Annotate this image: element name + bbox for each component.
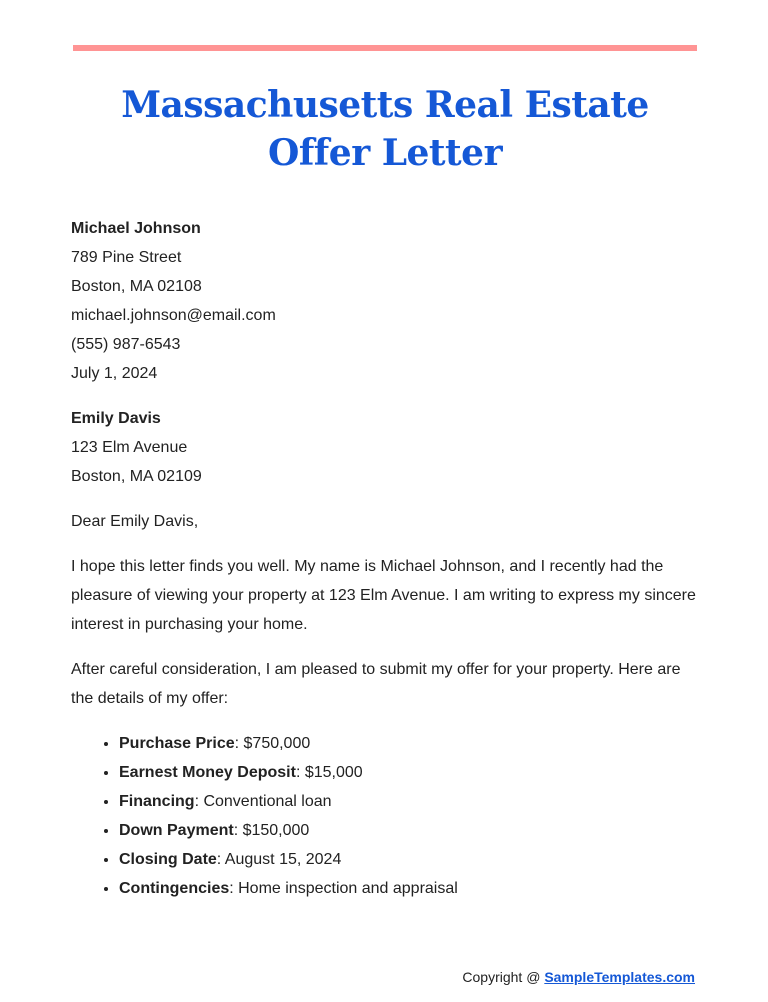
offer-item-value: : $150,000 xyxy=(233,822,310,839)
offer-item-label: Purchase Price xyxy=(119,735,235,752)
letter-body xyxy=(71,214,701,903)
list-item xyxy=(119,787,701,816)
list-item xyxy=(119,816,701,845)
offer-item-value: : Home inspection and appraisal xyxy=(229,880,458,897)
offer-item-label: Down Payment xyxy=(119,822,234,839)
recipient-name: Emily Davis xyxy=(71,410,161,427)
footer-copyright xyxy=(462,967,695,987)
recipient-block xyxy=(71,404,701,491)
sampletemplates-link[interactable]: SampleTemplates.com xyxy=(544,969,695,985)
list-item xyxy=(119,729,701,758)
offer-details-list xyxy=(71,729,701,903)
list-item xyxy=(119,758,701,787)
offer-item-label: Financing xyxy=(119,793,195,810)
offer-item-value: : Conventional loan xyxy=(194,793,332,810)
intro-paragraph: I hope this letter finds you well. My name is Michael Johnson, and I recently had the pleasure of viewing your property at 123 Elm Avenue. I am writing to express my sincere interest in purchasing your home. xyxy=(71,558,696,633)
offer-item-label: Earnest Money Deposit xyxy=(119,764,296,781)
sender-name: Michael Johnson xyxy=(71,220,201,237)
offer-paragraph: After careful consideration, I am pleased to submit my offer for your property. Here are the details of my offer: xyxy=(71,661,681,707)
salutation: Dear Emily Davis, xyxy=(71,513,199,530)
list-item xyxy=(119,845,701,874)
recipient-city: Boston, MA 02109 xyxy=(71,468,202,485)
offer-item-value: : $15,000 xyxy=(295,764,363,781)
list-item xyxy=(119,874,701,903)
sender-email: michael.johnson@email.com xyxy=(71,307,276,324)
sender-street: 789 Pine Street xyxy=(71,249,182,266)
sender-city: Boston, MA 02108 xyxy=(71,278,202,295)
copyright-prefix: Copyright @ xyxy=(462,969,545,985)
top-accent-bar xyxy=(73,45,697,51)
page-title: Massachusetts Real Estate Offer Letter xyxy=(121,84,649,174)
offer-item-value: : $750,000 xyxy=(234,735,311,752)
offer-item-label: Contingencies xyxy=(119,880,230,897)
recipient-street: 123 Elm Avenue xyxy=(71,439,188,456)
offer-item-value: : August 15, 2024 xyxy=(216,851,342,868)
offer-item-label: Closing Date xyxy=(119,851,217,868)
sender-phone: (555) 987-6543 xyxy=(71,336,181,353)
letter-date: July 1, 2024 xyxy=(71,365,158,382)
sender-block xyxy=(71,214,701,388)
